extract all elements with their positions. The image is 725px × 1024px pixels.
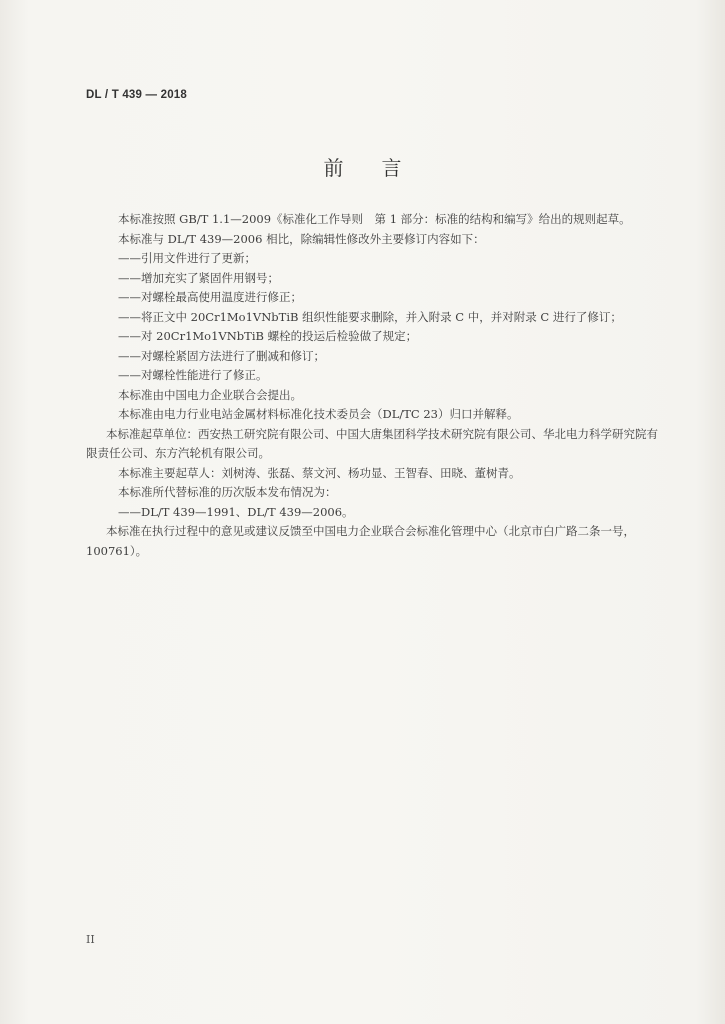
- revision-item: ——将正文中 20Cr1Mo1VNbTiB 组织性能要求删除，并入附录 C 中，并对附录 C 进行了修订；: [118, 309, 622, 324]
- standard-code-header: DL / T 439 — 2018: [86, 89, 187, 101]
- page-title: 前言: [323, 156, 440, 180]
- paragraph-committee: 本标准由电力行业电站金属材料标准化技术委员会（DL/TC 23）归口并解释。: [118, 407, 519, 421]
- paragraph-revision-intro: 本标准与 DL/T 439—2006 相比，除编辑性修改外主要修订内容如下：: [118, 231, 485, 246]
- foreword-body: [86, 210, 658, 561]
- page-number: II: [86, 933, 95, 946]
- revision-item: ——对螺栓紧固方法进行了删减和修订；: [118, 348, 325, 363]
- paragraph-drafting-units: 本标准起草单位：西安热工研究院有限公司、中国大唐集团科学技术研究院有限公司、华北电力科学研究院有限责任公司、东方汽轮机有限公司。: [86, 426, 658, 460]
- paragraph-drafting-rules: 本标准按照 GB/T 1.1—2009《标准化工作导则 第 1 部分：标准的结构和编写》给出的规则起草。: [118, 212, 631, 226]
- paragraph-feedback: 本标准在执行过程中的意见或建议反馈至中国电力企业联合会标准化管理中心（北京市白广路二条一号，100761）。: [86, 524, 635, 558]
- revision-item: ——引用文件进行了更新；: [118, 251, 256, 265]
- revision-item: ——对螺栓最高使用温度进行修正；: [118, 290, 302, 304]
- revision-item: ——对 20Cr1Mo1VNbTiB 螺栓的投运后检验做了规定；: [118, 329, 418, 343]
- paragraph-drafters: 本标准主要起草人：刘树涛、张磊、蔡文河、杨功显、王智春、田晓、董树青。: [118, 465, 521, 480]
- replaced-versions-item: ——DL/T 439—1991、DL/T 439—2006。: [118, 504, 354, 519]
- paragraph-replaced-versions: 本标准所代替标准的历次版本发布情况为：: [118, 485, 337, 499]
- paragraph-proposer: 本标准由中国电力企业联合会提出。: [118, 387, 302, 402]
- revision-item: ——对螺栓性能进行了修正。: [118, 368, 268, 382]
- revision-item: ——增加充实了紧固件用钢号；: [118, 270, 279, 285]
